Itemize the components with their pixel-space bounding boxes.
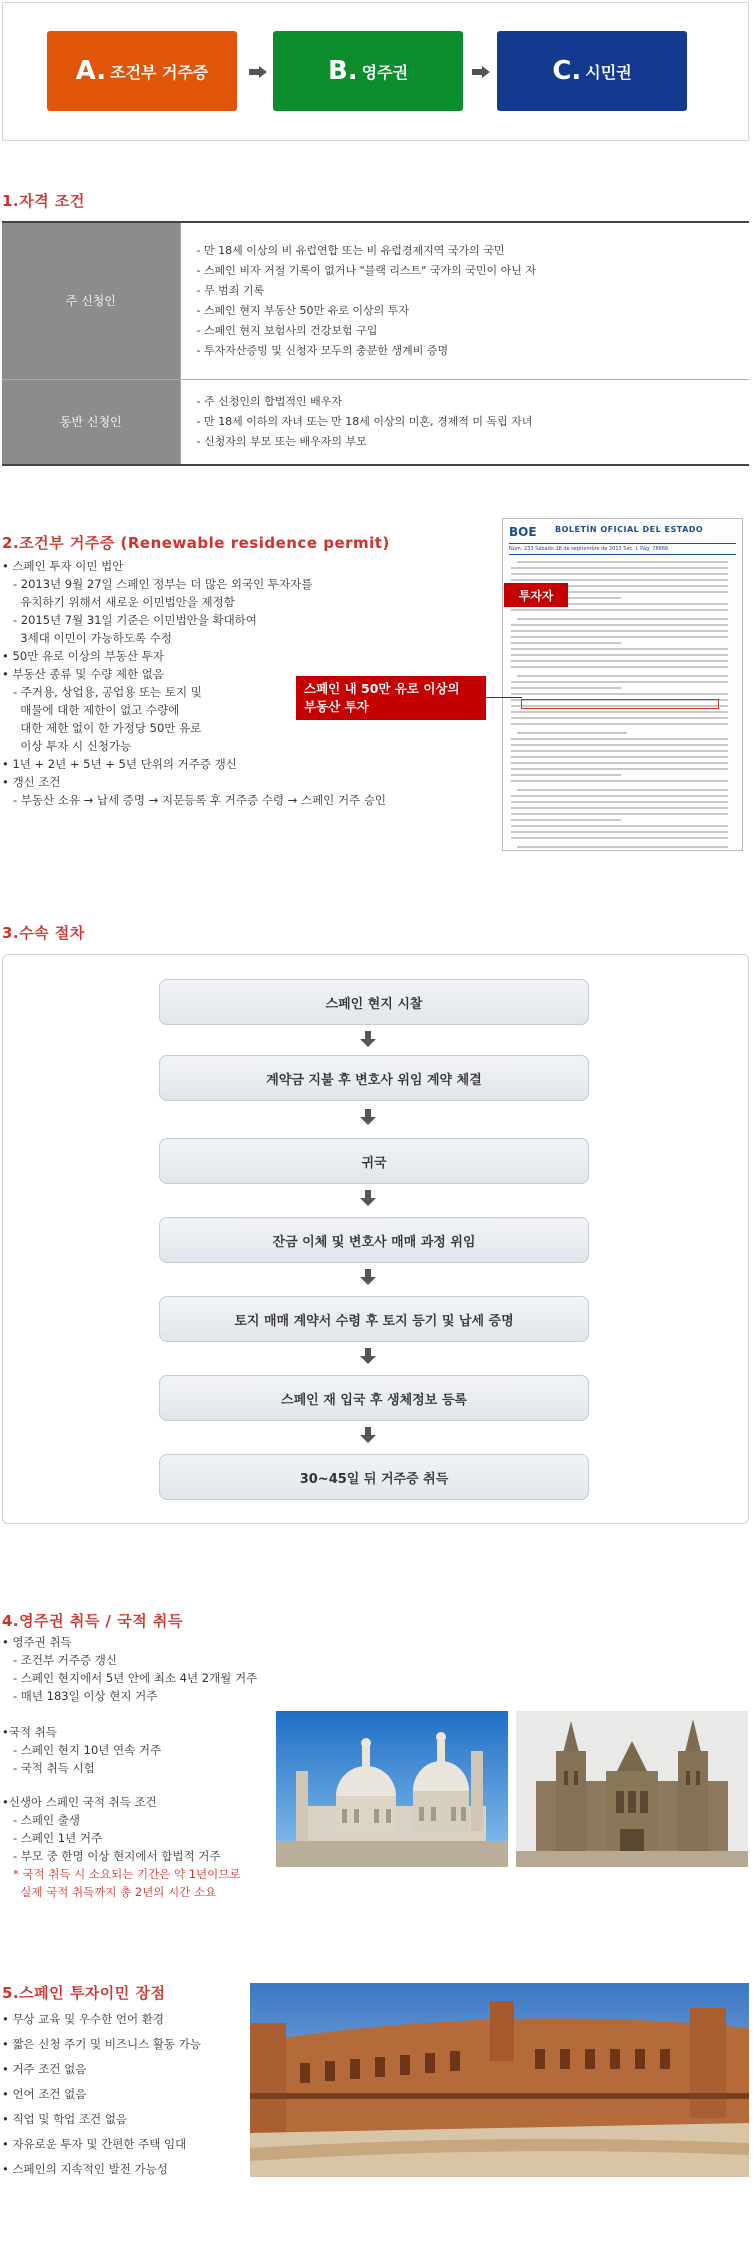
list-item: 이상 투자 시 신청가능 bbox=[2, 739, 132, 753]
section-title-permanent-residency: 4.영주권 취득 / 국적 취득 bbox=[2, 1612, 183, 1630]
callout-investor: 투자자 bbox=[504, 583, 568, 607]
list-item: • 언어 조건 없음 bbox=[2, 2087, 87, 2101]
callout-connector bbox=[486, 697, 522, 698]
boe-text-line bbox=[511, 837, 728, 839]
table-header-dependent: 동반 신청인 bbox=[2, 379, 180, 465]
boe-text-line bbox=[511, 642, 621, 644]
boe-text-line bbox=[511, 723, 728, 725]
boe-text-line bbox=[511, 813, 728, 815]
list-item: - 매년 183일 이상 현지 거주 bbox=[2, 1689, 158, 1703]
nationality-list bbox=[2, 1723, 161, 1777]
list-item: • 스페인의 지속적인 발전 가능성 bbox=[2, 2162, 168, 2176]
list-item: • 영주권 취득 bbox=[2, 1635, 72, 1649]
boe-text-line bbox=[517, 846, 728, 848]
boe-text-line bbox=[511, 801, 728, 803]
list-item: • 50만 유로 이상의 부동산 투자 bbox=[2, 649, 164, 663]
boe-text-line bbox=[511, 717, 728, 719]
list-item: - 부동산 소유 → 납세 증명 → 지문등록 후 거주증 수령 → 스페인 거주 승인 bbox=[2, 793, 387, 807]
arrow-down-icon bbox=[360, 1427, 376, 1443]
list-item: - 신청자의 부모 또는 배우자의 부모 bbox=[196, 434, 367, 448]
list-item: - 만 18세 이상의 비 유럽연합 또는 비 유럽경제지역 국가의 국민 bbox=[196, 243, 505, 257]
table-cell bbox=[180, 379, 749, 465]
note-text: 실제 국적 취득까지 총 2년의 시간 소요 bbox=[2, 1885, 217, 1899]
arrow-down-icon bbox=[360, 1031, 376, 1047]
boe-highlight bbox=[521, 699, 719, 709]
arrow-down-icon bbox=[360, 1109, 376, 1125]
list-item: - 무 범죄 기록 bbox=[196, 283, 265, 297]
boe-text-line bbox=[511, 762, 728, 764]
list-item: • 스페인 투자 이민 법안 bbox=[2, 559, 124, 573]
citizenship-flow bbox=[2, 2, 749, 141]
table-cell bbox=[180, 222, 749, 379]
boe-text-line bbox=[511, 579, 728, 581]
boe-text-line bbox=[511, 807, 728, 809]
list-item: - 투자자산증빙 및 신청자 모두의 충분한 생계비 증명 bbox=[196, 343, 449, 357]
list-item: - 부모 중 한명 이상 현지에서 합법적 거주 bbox=[2, 1849, 221, 1863]
cathedral-photo-domes bbox=[276, 1711, 508, 1867]
boe-text-line bbox=[517, 618, 728, 620]
procedure-step: 30~45일 뒤 거주증 취득 bbox=[159, 1454, 589, 1500]
list-item: - 2013년 9월 27일 스페인 정부는 더 많은 외국인 투자자를 bbox=[2, 577, 313, 591]
arrow-right-icon bbox=[472, 66, 490, 78]
flow-step-citizenship[interactable]: C. 시민권 bbox=[497, 31, 687, 111]
list-item: • 갱신 조건 bbox=[2, 775, 61, 789]
table-row bbox=[2, 222, 749, 379]
plaza-de-espana-photo bbox=[250, 1983, 749, 2177]
advantages-list bbox=[2, 2007, 201, 2182]
boe-text-line bbox=[511, 567, 728, 569]
list-item: • 자유로운 투자 및 간편한 주택 임대 bbox=[2, 2137, 187, 2151]
section-title-residence-permit: 2.조건부 거주증 (Renewable residence permit) bbox=[2, 534, 390, 552]
boe-text-line bbox=[511, 624, 728, 626]
list-item: 유치하기 위해서 새로운 이민법안을 제정함 bbox=[2, 595, 235, 609]
permanent-residency-list bbox=[2, 1633, 257, 1705]
boe-text-line bbox=[511, 693, 728, 695]
list-item: • 짧은 신청 주기 및 비즈니스 활동 가능 bbox=[2, 2037, 202, 2051]
list-item: - 주거용, 상업용, 공업용 또는 토지 및 bbox=[2, 685, 202, 699]
list-item: - 스페인 비자 거절 기록이 없거나 "블랙 리스트" 국가의 국민이 아닌 자 bbox=[196, 263, 536, 277]
newborn-nationality-list bbox=[2, 1793, 240, 1901]
boe-text-line bbox=[511, 609, 728, 611]
arrow-down-icon bbox=[360, 1190, 376, 1206]
boe-text-line bbox=[511, 819, 621, 821]
list-item: •신생아 스페인 국적 취득 조건 bbox=[2, 1795, 157, 1809]
cathedral-photo-facade bbox=[516, 1711, 748, 1867]
list-item: - 조건부 거주증 갱신 bbox=[2, 1653, 117, 1667]
boe-document-image bbox=[502, 518, 743, 851]
arrow-down-icon bbox=[360, 1269, 376, 1285]
boe-text-line bbox=[511, 795, 728, 797]
list-item: - 스페인 현지 보험사의 건강보험 구입 bbox=[196, 323, 378, 337]
list-item: • 직업 및 학업 조건 없음 bbox=[2, 2112, 128, 2126]
list-item: •국적 취득 bbox=[2, 1725, 57, 1739]
boe-text-line bbox=[511, 660, 728, 662]
table-row bbox=[2, 379, 749, 465]
procedure-step: 스페인 재 입국 후 생체정보 등록 bbox=[159, 1375, 589, 1421]
list-item: - 스페인 현지 10년 연속 거주 bbox=[2, 1743, 162, 1757]
boe-text-line bbox=[511, 648, 728, 650]
list-item: • 1년 + 2년 + 5년 + 5년 단위의 거주증 갱신 bbox=[2, 757, 237, 771]
list-item: - 주 신청인의 합법적인 배우자 bbox=[196, 394, 342, 408]
boe-text-line bbox=[511, 654, 728, 656]
boe-text-line bbox=[511, 774, 621, 776]
list-item: - 스페인 1년 거주 bbox=[2, 1831, 103, 1845]
table-header-main-applicant: 주 신청인 bbox=[2, 222, 180, 379]
list-item: 대한 제한 없이 한 가정당 50만 유로 bbox=[2, 721, 202, 735]
arrow-down-icon bbox=[360, 1348, 376, 1364]
boe-logo: BOE bbox=[509, 525, 537, 539]
callout-property-investment: 스페인 내 50만 유로 이상의 부동산 투자 bbox=[296, 676, 486, 720]
flow-step-residence[interactable]: A. 조건부 거주증 bbox=[47, 31, 237, 111]
flow-step-permanent[interactable]: B. 영주권 bbox=[273, 31, 463, 111]
boe-text-line bbox=[517, 789, 728, 791]
boe-header: BOLETÍN OFICIAL DEL ESTADO bbox=[555, 525, 704, 534]
list-item: • 거주 조건 없음 bbox=[2, 2062, 87, 2076]
boe-text-line bbox=[511, 711, 728, 713]
boe-text-line bbox=[517, 675, 728, 677]
boe-text-line bbox=[511, 573, 728, 575]
arrow-right-icon bbox=[249, 66, 267, 78]
boe-text-line bbox=[511, 750, 728, 752]
procedure-box bbox=[2, 954, 749, 1524]
list-item: - 2015년 7월 31일 기준은 이민법안을 확대하여 bbox=[2, 613, 257, 627]
boe-text-line bbox=[511, 666, 728, 668]
procedure-step: 토지 매매 계약서 수령 후 토지 등기 및 납세 증명 bbox=[159, 1296, 589, 1342]
section-title-procedure: 3.수속 절차 bbox=[2, 924, 85, 942]
boe-text-line bbox=[511, 768, 728, 770]
boe-subheader: Núm. 233 Sábado 28 de septiembre de 2013 Sec. I. Pág. 78866 bbox=[509, 546, 669, 552]
procedure-step: 잔금 이체 및 변호사 매매 과정 위임 bbox=[159, 1217, 589, 1263]
section-title-eligibility: 1.자격 조건 bbox=[2, 192, 85, 210]
boe-text-line bbox=[511, 636, 728, 638]
boe-text-line bbox=[511, 780, 728, 782]
boe-text-line bbox=[511, 744, 728, 746]
boe-text-line bbox=[511, 630, 728, 632]
boe-text-line bbox=[517, 561, 728, 563]
boe-text-line bbox=[511, 825, 728, 827]
boe-text-line bbox=[517, 732, 627, 734]
boe-text-line bbox=[511, 738, 728, 740]
list-item: • 무상 교육 및 우수한 언어 환경 bbox=[2, 2012, 165, 2026]
list-item: 매물에 대한 제한이 없고 수량에 bbox=[2, 703, 180, 717]
list-item: 3세대 이민이 가능하도록 수정 bbox=[2, 631, 172, 645]
boe-text-line bbox=[511, 681, 728, 683]
procedure-step: 스페인 현지 시찰 bbox=[159, 979, 589, 1025]
list-item: - 스페인 현지에서 5년 안에 최소 4년 2개월 거주 bbox=[2, 1671, 258, 1685]
eligibility-table bbox=[2, 221, 749, 466]
boe-text-line bbox=[511, 831, 728, 833]
boe-text-line bbox=[511, 756, 728, 758]
list-item: • 부동산 종류 및 수량 제한 없음 bbox=[2, 667, 165, 681]
list-item: - 국적 취득 시험 bbox=[2, 1761, 95, 1775]
boe-text-line bbox=[511, 687, 621, 689]
note-text: * 국적 취득 시 소요되는 기간은 약 1년이므로 bbox=[2, 1867, 241, 1881]
procedure-step: 계약금 지불 후 변호사 위임 계약 체결 bbox=[159, 1055, 589, 1101]
procedure-step: 귀국 bbox=[159, 1138, 589, 1184]
list-item: - 스페인 현지 부동산 50만 유로 이상의 투자 bbox=[196, 303, 409, 317]
section-title-advantages: 5.스페인 투자이민 장점 bbox=[2, 1984, 166, 2002]
list-item: - 만 18세 이하의 자녀 또는 만 18세 이상의 미혼, 경제적 미 독립 자녀 bbox=[196, 414, 533, 428]
list-item: - 스페인 출생 bbox=[2, 1813, 80, 1827]
